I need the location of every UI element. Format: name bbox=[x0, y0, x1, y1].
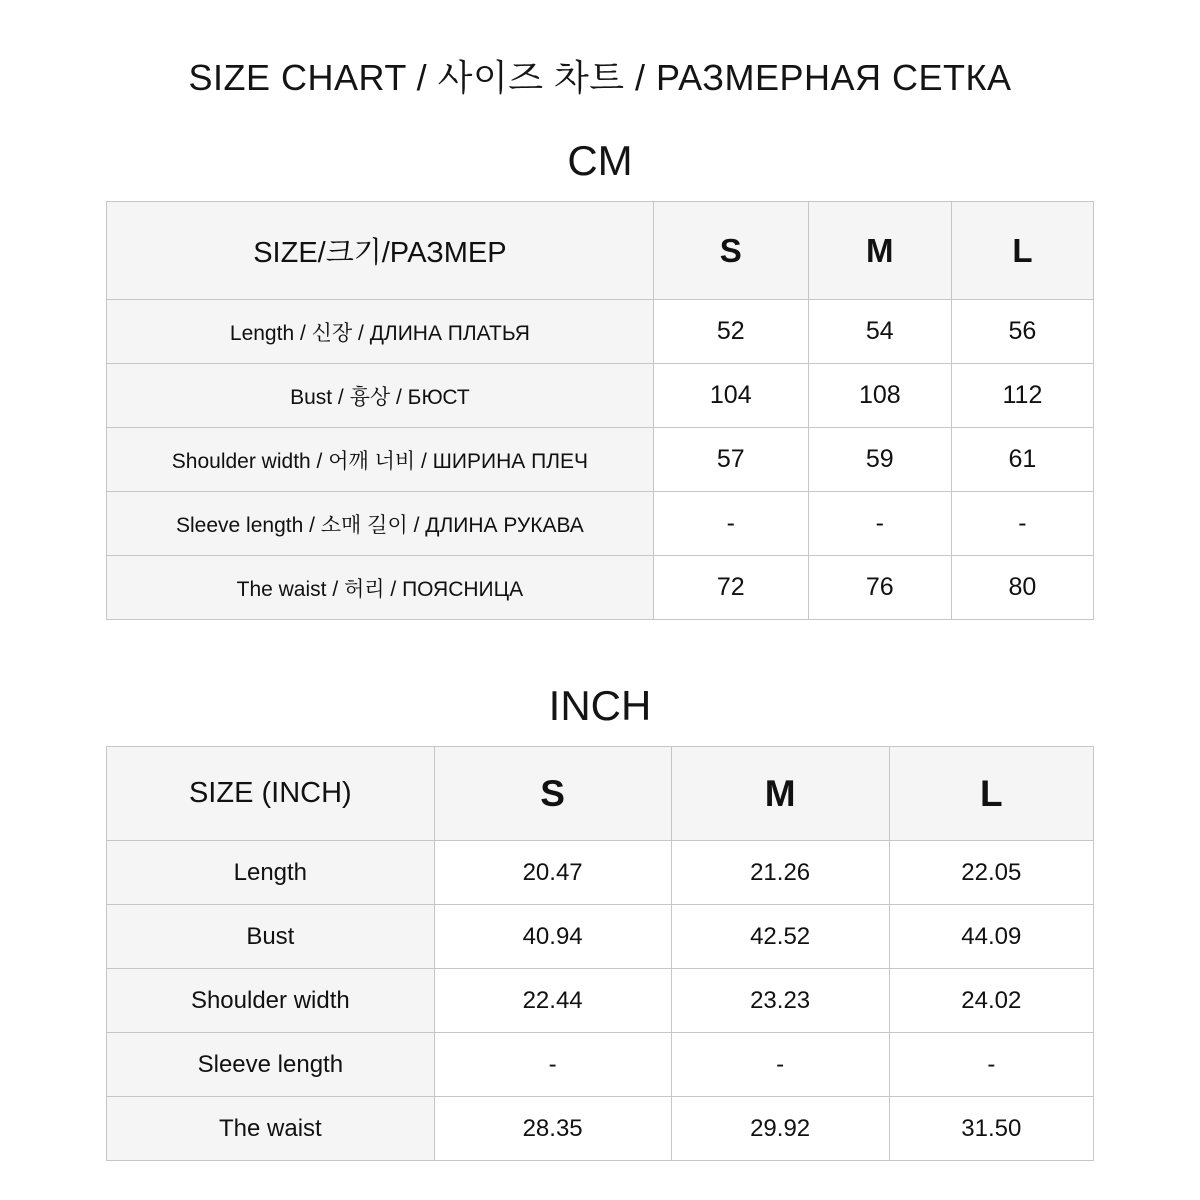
value-cell: 22.05 bbox=[889, 841, 1093, 905]
page-title: SIZE CHART / 사이즈 차트 / РАЗМЕРНАЯ СЕТКА bbox=[188, 57, 1012, 98]
inch-size-table bbox=[106, 746, 1094, 1161]
value-cell: 31.50 bbox=[889, 1097, 1093, 1161]
value-cell: 104 bbox=[653, 364, 808, 428]
value-cell: 112 bbox=[951, 364, 1093, 428]
row-label-cell: Sleeve length bbox=[107, 1033, 435, 1097]
row-label-cell: Shoulder width / 어깨 너비 / ШИРИНА ПЛЕЧ bbox=[107, 428, 654, 492]
value-cell: 72 bbox=[653, 556, 808, 620]
row-label-cell: Bust / 흉상 / БЮСТ bbox=[107, 364, 654, 428]
table-row-length bbox=[107, 841, 1094, 905]
table-row-sleeve-length bbox=[107, 492, 1094, 556]
inch-header-size-m: M bbox=[671, 747, 889, 841]
value-cell: 22.44 bbox=[434, 969, 671, 1033]
value-cell: - bbox=[889, 1033, 1093, 1097]
value-cell: 56 bbox=[951, 300, 1093, 364]
row-label-cell: Bust bbox=[107, 905, 435, 969]
value-cell: - bbox=[951, 492, 1093, 556]
value-cell: 80 bbox=[951, 556, 1093, 620]
value-cell: 28.35 bbox=[434, 1097, 671, 1161]
table-row-waist bbox=[107, 1097, 1094, 1161]
row-label-cell: The waist bbox=[107, 1097, 435, 1161]
cm-header-row bbox=[107, 202, 1094, 300]
value-cell: 24.02 bbox=[889, 969, 1093, 1033]
value-cell: 20.47 bbox=[434, 841, 671, 905]
value-cell: 29.92 bbox=[671, 1097, 889, 1161]
table-row-bust bbox=[107, 905, 1094, 969]
row-label-cell: Shoulder width bbox=[107, 969, 435, 1033]
value-cell: 57 bbox=[653, 428, 808, 492]
inch-section-heading: INCH bbox=[548, 682, 652, 729]
value-cell: 76 bbox=[808, 556, 951, 620]
inch-header-corner-cell: SIZE (INCH) bbox=[107, 747, 435, 841]
row-label-cell: The waist / 허리 / ПОЯСНИЦА bbox=[107, 556, 654, 620]
value-cell: 40.94 bbox=[434, 905, 671, 969]
value-cell: 52 bbox=[653, 300, 808, 364]
row-label-cell: Sleeve length / 소매 길이 / ДЛИНА РУКАВА bbox=[107, 492, 654, 556]
value-cell: 42.52 bbox=[671, 905, 889, 969]
value-cell: 23.23 bbox=[671, 969, 889, 1033]
value-cell: 61 bbox=[951, 428, 1093, 492]
value-cell: 59 bbox=[808, 428, 951, 492]
value-cell: 44.09 bbox=[889, 905, 1093, 969]
table-row-sleeve-length bbox=[107, 1033, 1094, 1097]
value-cell: 21.26 bbox=[671, 841, 889, 905]
inch-header-row bbox=[107, 747, 1094, 841]
value-cell: 108 bbox=[808, 364, 951, 428]
inch-header-size-s: S bbox=[434, 747, 671, 841]
value-cell: - bbox=[653, 492, 808, 556]
table-row-shoulder-width bbox=[107, 969, 1094, 1033]
row-label-cell: Length bbox=[107, 841, 435, 905]
cm-size-table bbox=[106, 201, 1094, 620]
inch-header-size-l: L bbox=[889, 747, 1093, 841]
value-cell: - bbox=[434, 1033, 671, 1097]
table-row-length bbox=[107, 300, 1094, 364]
value-cell: 54 bbox=[808, 300, 951, 364]
cm-section-heading: CM bbox=[567, 137, 633, 184]
cm-header-size-m: M bbox=[808, 202, 951, 300]
table-row-bust bbox=[107, 364, 1094, 428]
row-label-cell: Length / 신장 / ДЛИНА ПЛАТЬЯ bbox=[107, 300, 654, 364]
value-cell: - bbox=[671, 1033, 889, 1097]
cm-header-size-s: S bbox=[653, 202, 808, 300]
table-row-waist bbox=[107, 556, 1094, 620]
table-row-shoulder-width bbox=[107, 428, 1094, 492]
cm-header-corner-cell: SIZE/크기/РАЗМЕР bbox=[107, 202, 654, 300]
value-cell: - bbox=[808, 492, 951, 556]
cm-header-size-l: L bbox=[951, 202, 1093, 300]
